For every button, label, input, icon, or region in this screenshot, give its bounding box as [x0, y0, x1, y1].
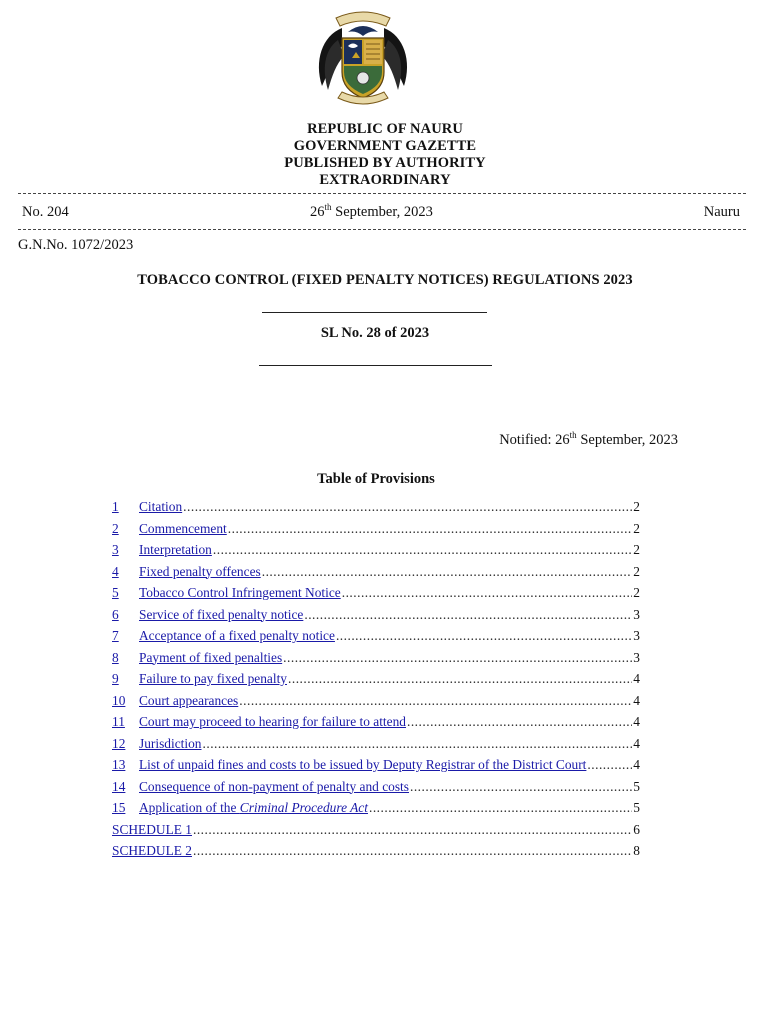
toc-dot-leader	[193, 840, 632, 862]
toc-page-number: 3	[633, 649, 640, 665]
toc-entry-label: Failure to pay fixed penalty	[139, 671, 287, 686]
regulation-title: TOBACCO CONTROL (FIXED PENALTY NOTICES) REGULATIONS 2023	[137, 272, 633, 288]
toc-page-number: 5	[633, 778, 640, 794]
toc-entry-label: Consequence of non-payment of penalty and costs	[139, 778, 409, 794]
toc-page-number: 2	[633, 585, 640, 600]
toc-entry[interactable]	[112, 496, 640, 518]
toc-entry-number-link[interactable]: 13	[112, 757, 126, 772]
toc-title: Table of Provisions	[317, 471, 435, 487]
rule-below-sl	[259, 365, 492, 366]
toc-dot-leader	[288, 668, 632, 690]
toc-dot-leader	[369, 797, 632, 819]
nauru-coat-of-arms-icon	[312, 6, 414, 110]
toc-page-number: 8	[633, 843, 640, 858]
header-authority: PUBLISHED BY AUTHORITY	[284, 155, 486, 171]
toc-entry[interactable]	[112, 776, 640, 798]
dashed-divider-bottom	[18, 229, 746, 230]
toc-entry-label: Commencement	[139, 520, 227, 536]
toc-entry[interactable]	[112, 840, 640, 862]
gazette-date-rest: September, 2023	[331, 204, 433, 220]
toc-page-number: 4	[633, 735, 640, 751]
toc-entry-number-link[interactable]: 12	[112, 735, 126, 751]
rule-above-sl	[262, 312, 487, 313]
header-gazette: GOVERNMENT GAZETTE	[293, 138, 477, 154]
toc-page-number: 2	[633, 499, 640, 514]
toc-entry-label: Jurisdiction	[139, 735, 202, 751]
toc-entry-number-link[interactable]: 6	[112, 606, 119, 622]
toc-entry-link[interactable]	[139, 690, 238, 712]
toc-entry-link[interactable]	[139, 582, 341, 604]
toc-page-number: 4	[633, 671, 640, 686]
toc-entry-link[interactable]	[139, 776, 409, 798]
toc-entry[interactable]	[112, 819, 640, 841]
toc-entry[interactable]	[112, 604, 640, 626]
gazette-date	[310, 204, 433, 221]
toc-entry-link[interactable]	[139, 647, 282, 669]
toc-dot-leader	[336, 625, 632, 647]
toc-entry-label: SCHEDULE 2	[112, 843, 192, 858]
toc-page-number: 2	[633, 542, 640, 557]
toc-entry-number-link[interactable]: 1	[112, 499, 119, 514]
table-of-provisions	[112, 496, 640, 862]
toc-dot-leader	[203, 733, 633, 755]
toc-page-number: 3	[633, 606, 640, 622]
toc-entry-number-link[interactable]: 2	[112, 520, 119, 536]
toc-dot-leader	[262, 561, 633, 583]
toc-entry-label: SCHEDULE 1	[112, 821, 192, 837]
toc-entry[interactable]	[112, 561, 640, 583]
toc-entry-link[interactable]	[139, 668, 287, 690]
dashed-divider-top	[18, 193, 746, 194]
toc-entry-label-italic: Criminal Procedure Act	[239, 800, 368, 815]
toc-entry-number-link[interactable]: 15	[112, 800, 126, 815]
toc-entry[interactable]	[112, 518, 640, 540]
toc-page-number: 2	[633, 563, 640, 579]
toc-page-number: 5	[633, 800, 640, 815]
notified-prefix: Notified: 26	[499, 432, 570, 448]
toc-entry-label: List of unpaid fines and costs to be issued by Deputy Registrar of the District Court	[139, 757, 587, 772]
gazette-date-suffix: th	[324, 202, 332, 213]
toc-dot-leader	[342, 582, 633, 604]
toc-entry-number-link[interactable]: 7	[112, 628, 119, 643]
toc-entry-number-link[interactable]: 5	[112, 585, 119, 600]
toc-entry-number-link[interactable]: 3	[112, 542, 119, 557]
toc-entry[interactable]	[112, 625, 640, 647]
toc-entry-label: Citation	[139, 499, 183, 514]
notified-rest: September, 2023	[576, 432, 678, 448]
toc-dot-leader	[228, 518, 633, 540]
toc-entry[interactable]	[112, 582, 640, 604]
sl-number: SL No. 28 of 2023	[320, 325, 430, 341]
toc-entry-link[interactable]	[139, 518, 227, 540]
toc-entry[interactable]	[112, 668, 640, 690]
toc-entry-number-link[interactable]: 9	[112, 671, 119, 686]
toc-entry-number-link[interactable]: 8	[112, 649, 119, 665]
toc-entry-number-link[interactable]: 14	[112, 778, 126, 794]
toc-entry-label: Interpretation	[139, 542, 212, 557]
toc-dot-leader	[410, 776, 632, 798]
toc-entry[interactable]	[112, 733, 640, 755]
toc-entry-number-link[interactable]: 11	[112, 714, 125, 729]
toc-entry-label: Application of the	[139, 800, 240, 815]
toc-entry[interactable]	[112, 711, 640, 733]
toc-entry-label: Acceptance of a fixed penalty notice	[139, 628, 335, 643]
toc-entry[interactable]	[112, 754, 640, 776]
toc-page-number: 4	[633, 757, 640, 772]
gazette-number: No. 204	[22, 204, 69, 220]
header-republic: REPUBLIC OF NAURU	[307, 121, 463, 137]
toc-entry-link[interactable]	[139, 496, 182, 518]
toc-entry-label: Payment of fixed penalties	[139, 649, 283, 665]
toc-page-number: 4	[633, 692, 640, 708]
toc-entry-label: Court appearances	[139, 692, 239, 708]
gazette-place: Nauru	[703, 204, 740, 220]
toc-entry-link[interactable]	[139, 754, 586, 776]
toc-page-number: 2	[633, 520, 640, 536]
toc-entry-link[interactable]	[139, 539, 212, 561]
toc-dot-leader	[407, 711, 632, 733]
toc-page-number: 6	[633, 821, 640, 837]
toc-entry-link[interactable]	[112, 840, 192, 862]
toc-dot-leader	[183, 496, 632, 518]
notified-date	[499, 432, 678, 449]
toc-page-number: 4	[633, 714, 640, 729]
toc-dot-leader	[213, 539, 632, 561]
toc-entry[interactable]	[112, 539, 640, 561]
notified-suffix: th	[569, 430, 577, 441]
toc-entry-label: Service of fixed penalty notice	[139, 606, 304, 622]
toc-entry-number-link[interactable]: 4	[112, 563, 119, 579]
toc-entry-link[interactable]	[112, 819, 192, 841]
toc-dot-leader	[587, 754, 632, 776]
toc-entry-link[interactable]	[139, 604, 303, 626]
toc-dot-leader	[239, 690, 632, 712]
header-extraordinary: EXTRAORDINARY	[319, 172, 451, 188]
toc-entry-link[interactable]	[139, 733, 202, 755]
toc-entry-label: Tobacco Control Infringement Notice	[139, 585, 341, 600]
toc-entry-number-link[interactable]: 10	[112, 692, 126, 708]
gazette-date-day: 26	[310, 204, 325, 220]
gn-number: G.N.No. 1072/2023	[18, 237, 134, 253]
toc-page-number: 3	[633, 628, 640, 643]
toc-entry[interactable]	[112, 690, 640, 712]
toc-dot-leader	[193, 819, 632, 841]
toc-entry-link[interactable]	[139, 625, 335, 647]
toc-dot-leader	[283, 647, 632, 669]
toc-entry-label: Court may proceed to hearing for failure to attend	[139, 714, 406, 729]
toc-entry[interactable]	[112, 797, 640, 819]
toc-entry-link[interactable]	[139, 711, 406, 733]
toc-entry[interactable]	[112, 647, 640, 669]
toc-entry-label: Fixed penalty offences	[139, 563, 261, 579]
toc-entry-link[interactable]	[139, 561, 261, 583]
toc-entry-link[interactable]	[139, 797, 368, 819]
toc-dot-leader	[304, 604, 632, 626]
